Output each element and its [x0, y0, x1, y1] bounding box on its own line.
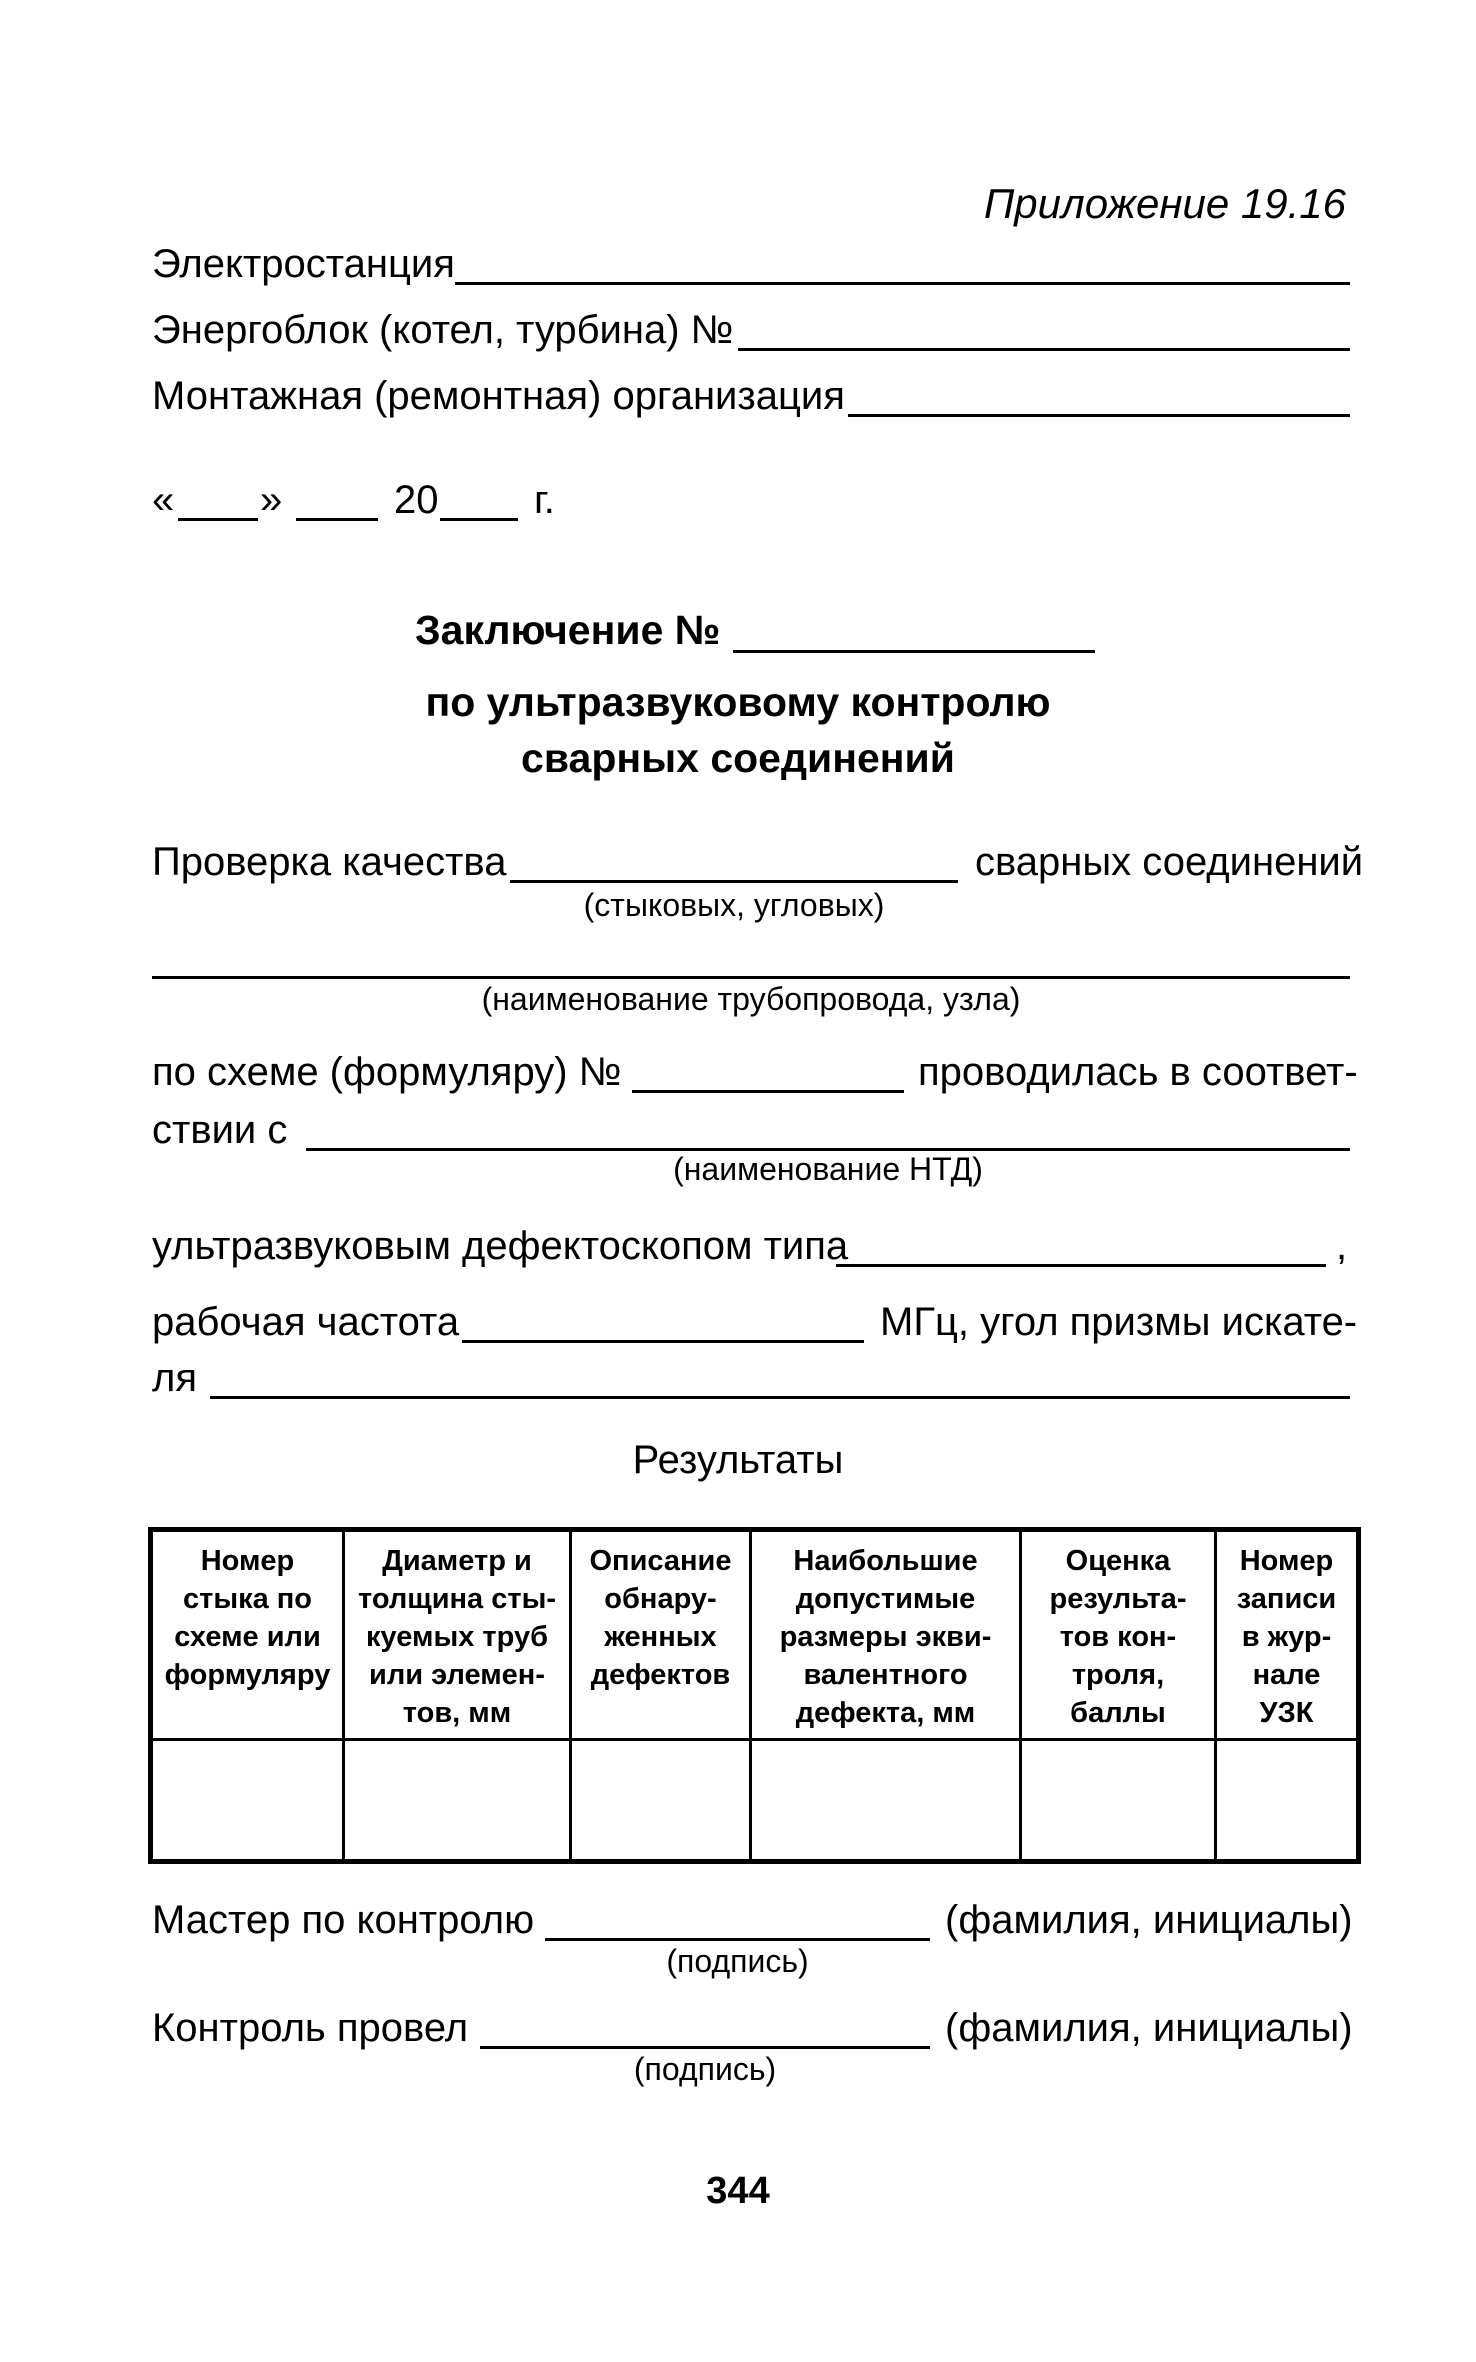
power-unit-field[interactable] — [738, 348, 1350, 351]
header-line: тов, мм — [402, 1697, 512, 1729]
master-signature-field[interactable] — [545, 1938, 930, 1941]
header-line: дефекта, мм — [795, 1697, 976, 1729]
header-line: Диаметр и — [382, 1545, 532, 1577]
cell-journal-record[interactable] — [1216, 1740, 1359, 1862]
col-diameter-thickness — [344, 1530, 571, 1740]
header-line: дефектов — [590, 1659, 731, 1691]
header-line: результа- — [1049, 1583, 1187, 1615]
header-line: троля, — [1071, 1659, 1165, 1691]
header-line: обнару- — [604, 1583, 717, 1615]
header-line: стыка по — [182, 1583, 313, 1615]
results-table — [148, 1527, 1361, 1864]
col-result-score — [1021, 1530, 1216, 1740]
header-line: в жур- — [1241, 1621, 1332, 1653]
header-line: баллы — [1070, 1697, 1166, 1729]
mhz-angle-label: МГц, угол призмы искате- — [880, 1300, 1358, 1344]
power-unit-label: Энергоблок (котел, турбина) № — [152, 308, 734, 352]
header-line: допустимые — [795, 1583, 976, 1615]
conclusion-number-field[interactable] — [733, 650, 1095, 653]
flaw-detector-field[interactable] — [836, 1264, 1326, 1267]
cell-joint-number[interactable] — [151, 1740, 344, 1862]
joint-type-note: (стыковых, угловых) — [583, 887, 885, 923]
date-year-suffix: г. — [534, 478, 555, 522]
date-close-quote: » — [260, 478, 283, 522]
col-defect-description — [571, 1530, 751, 1740]
page-number: 344 — [706, 2170, 770, 2212]
inspector-sign-note: (подпись) — [633, 2051, 777, 2087]
date-month-field[interactable] — [296, 518, 378, 521]
header-line: куемых труб — [366, 1621, 548, 1653]
title-subline-2: сварных соединений — [521, 735, 955, 781]
header-line: тов кон- — [1059, 1621, 1177, 1653]
header-line: Наибольшие — [793, 1545, 978, 1577]
cell-result-score[interactable] — [1021, 1740, 1216, 1862]
scheme-number-field[interactable] — [632, 1090, 904, 1093]
header-line: размеры экви- — [779, 1621, 992, 1653]
header-line: или элемен- — [369, 1659, 545, 1691]
master-label: Мастер по контролю — [152, 1898, 535, 1942]
header-line: Описание — [589, 1545, 732, 1577]
col-max-defect-size — [751, 1530, 1021, 1740]
power-station-field[interactable] — [455, 282, 1350, 285]
title-subline-1: по ультразвуковому контролю — [425, 679, 1051, 725]
header-line: женных — [604, 1621, 717, 1653]
results-heading: Результаты — [632, 1438, 844, 1482]
header-line: нале — [1252, 1659, 1321, 1691]
header-line: формуляру — [164, 1659, 331, 1691]
col-journal-record — [1216, 1530, 1359, 1740]
flaw-detector-comma: , — [1336, 1224, 1348, 1268]
frequency-field[interactable] — [462, 1340, 864, 1343]
pipeline-note: (наименование трубопровода, узла) — [481, 981, 1021, 1017]
ntd-note: (наименование НТД) — [673, 1151, 983, 1187]
header-line: Номер — [200, 1545, 295, 1577]
results-header-row — [151, 1530, 1359, 1740]
inspector-name-note: (фамилия, инициалы) — [945, 2006, 1353, 2050]
quality-check-label: Проверка качества — [152, 840, 507, 884]
cell-defect-description[interactable] — [571, 1740, 751, 1862]
header-line: УЗК — [1259, 1697, 1314, 1729]
organization-field[interactable] — [848, 414, 1350, 417]
cell-diameter-thickness[interactable] — [344, 1740, 571, 1862]
appendix-label: Приложение 19.16 — [983, 180, 1346, 227]
header-line: Номер — [1239, 1545, 1334, 1577]
frequency-label: рабочая частота — [152, 1300, 460, 1344]
master-name-note: (фамилия, инициалы) — [945, 1898, 1353, 1942]
date-year-field[interactable] — [440, 518, 518, 521]
date-year-prefix: 20 — [394, 478, 439, 522]
col-joint-number — [151, 1530, 344, 1740]
header-line: толщина сты- — [358, 1583, 556, 1615]
header-line: схеме или — [174, 1621, 321, 1653]
header-line: валентного — [803, 1659, 968, 1691]
master-sign-note: (подпись) — [666, 1943, 809, 1979]
pipeline-field[interactable] — [152, 976, 1350, 979]
inspector-label: Контроль провел — [152, 2006, 469, 2050]
organization-label: Монтажная (ремонтная) организация — [152, 374, 845, 418]
probe-suffix-label: ля — [152, 1356, 197, 1400]
scheme-label: по схеме (формуляру) № — [152, 1050, 622, 1094]
conducted-label: проводилась в соответ- — [918, 1050, 1358, 1094]
joint-type-field[interactable] — [510, 880, 958, 883]
power-station-label: Электростанция — [152, 242, 455, 286]
header-line: Оценка — [1065, 1545, 1171, 1577]
conclusion-title: Заключение № — [415, 607, 721, 653]
probe-angle-field[interactable] — [210, 1396, 1350, 1399]
date-open-quote: « — [152, 478, 175, 522]
flaw-detector-label: ультразвуковым дефектоскопом типа — [152, 1224, 849, 1268]
welded-joints-label: сварных соединений — [975, 840, 1364, 884]
inspector-signature-field[interactable] — [480, 2046, 930, 2049]
header-line: записи — [1236, 1583, 1337, 1615]
date-day-field[interactable] — [178, 518, 258, 521]
table-row — [151, 1740, 1359, 1862]
accordance-label: ствии с — [152, 1108, 288, 1152]
cell-max-defect-size[interactable] — [751, 1740, 1021, 1862]
